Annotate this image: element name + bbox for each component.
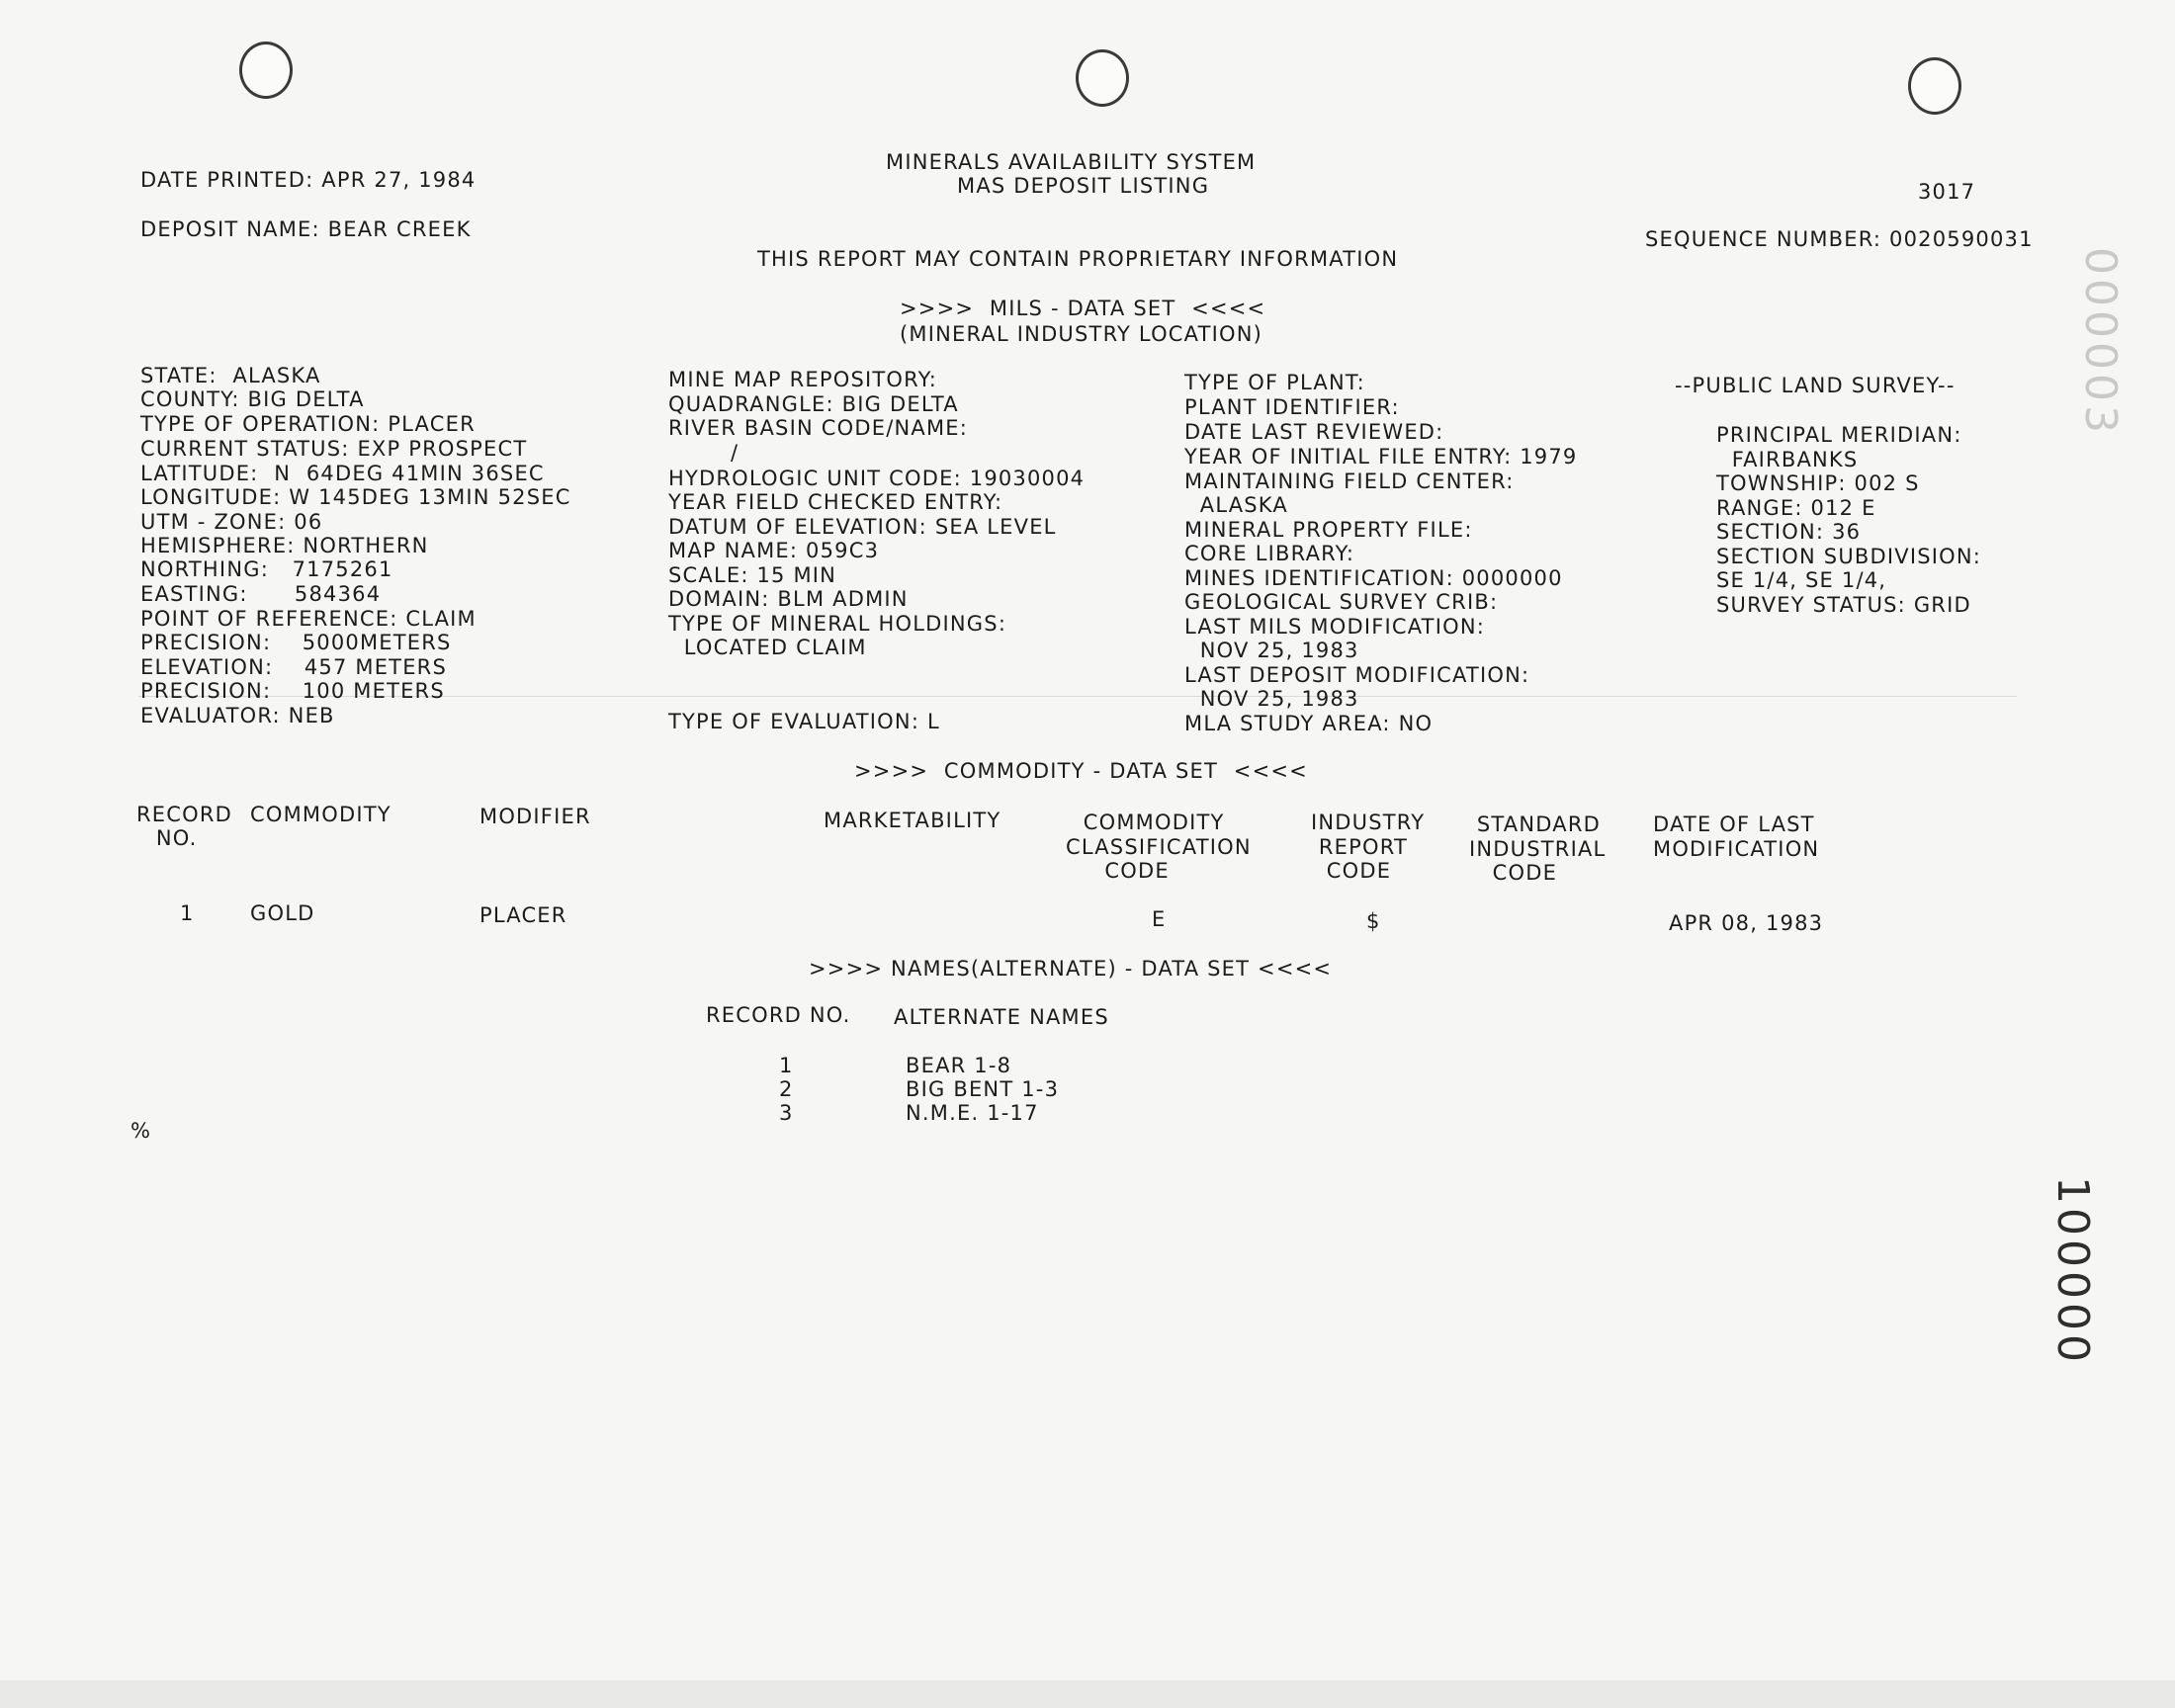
cell-classification: E [1152,907,1167,931]
land-survey-title: --PUBLIC LAND SURVEY-- [1675,374,1956,397]
field-precision-location: PRECISION: 5000METERS [140,631,452,654]
name-record-no: 3 [779,1101,794,1125]
field-field-center-value: ALASKA [1184,493,1288,517]
field-type-of-mineral-holdings: TYPE OF MINERAL HOLDINGS: [668,612,1007,636]
field-precision-elevation: PRECISION: 100 METERS [140,679,445,703]
field-latitude: LATITUDE: N 64DEG 41MIN 36SEC [140,462,545,485]
alternate-name: N.M.E. 1-17 [906,1101,1039,1125]
field-last-mils-modification-date: NOV 25, 1983 [1184,639,1359,662]
cell-commodity: GOLD [250,901,315,925]
mils-title: >>>> MILS - DATA SET <<<< [900,297,1266,320]
field-map-name: MAP NAME: 059C3 [668,539,880,562]
sequence-number: SEQUENCE NUMBER: 0020590031 [1645,227,2034,251]
name-record-no: 2 [779,1077,794,1101]
header-industry-3: CODE [1311,859,1392,883]
header-sic-2: INDUSTRIAL [1469,837,1607,861]
field-year-field-checked: YEAR FIELD CHECKED ENTRY: [668,490,1003,514]
header-alternate-names: ALTERNATE NAMES [894,1005,1109,1029]
field-hydrologic-unit-code: HYDROLOGIC UNIT CODE: 19030004 [668,467,1086,490]
field-mineral-holdings-value: LOCATED CLAIM [668,636,867,659]
side-stamp-upper: 000003 [2075,247,2126,437]
field-river-basin-value: / [668,441,740,465]
page-number: 3017 [1918,180,1976,204]
header-modifier: MODIFIER [479,805,591,828]
field-last-deposit-modification: LAST DEPOSIT MODIFICATION: [1184,663,1530,687]
mils-subtitle: (MINERAL INDUSTRY LOCATION) [900,322,1263,346]
field-last-deposit-modification-date: NOV 25, 1983 [1184,687,1359,711]
cell-industry: $ [1366,909,1381,933]
field-current-status: CURRENT STATUS: EXP PROSPECT [140,437,528,461]
binder-hole-right [1908,57,1961,115]
field-section-subdivision-value: SE 1/4, SE 1/4, [1716,568,1887,592]
field-last-mils-modification: LAST MILS MODIFICATION: [1184,615,1486,639]
header-industry-1: INDUSTRY [1311,811,1426,834]
field-mine-map-repository: MINE MAP REPOSITORY: [668,368,938,391]
header-classification-2: CLASSIFICATION [1066,835,1252,859]
scan-border [0,1680,2175,1708]
field-geological-survey-crib: GEOLOGICAL SURVEY CRIB: [1184,590,1499,614]
header-sic-1: STANDARD [1469,812,1602,836]
field-range: RANGE: 012 E [1716,496,1876,520]
field-type-of-plant: TYPE OF PLANT: [1184,371,1365,394]
binder-hole-left [239,42,293,99]
header-date-mod-2: MODIFICATION [1653,837,1820,861]
binder-hole-center [1076,49,1129,107]
footer-mark: % [130,1119,152,1143]
field-type-of-operation: TYPE OF OPERATION: PLACER [140,412,476,436]
field-point-of-reference: POINT OF REFERENCE: CLAIM [140,607,477,631]
header-names-record-no: RECORD NO. [706,1003,851,1027]
field-survey-status: SURVEY STATUS: GRID [1716,593,1971,617]
field-maintaining-field-center: MAINTAINING FIELD CENTER: [1184,470,1515,493]
field-date-last-reviewed: DATE LAST REVIEWED: [1184,420,1444,444]
system-title: MINERALS AVAILABILITY SYSTEM [886,150,1257,174]
field-evaluator: EVALUATOR: NEB [140,704,335,727]
date-printed: DATE PRINTED: APR 27, 1984 [140,168,477,192]
header-commodity: COMMODITY [250,803,392,826]
field-meridian-value: FAIRBANKS [1716,448,1859,471]
field-township: TOWNSHIP: 002 S [1716,471,1920,495]
header-date-mod-1: DATE OF LAST [1653,812,1815,836]
field-longitude: LONGITUDE: W 145DEG 13MIN 52SEC [140,485,571,509]
field-elevation: ELEVATION: 457 METERS [140,655,447,679]
listing-title: MAS DEPOSIT LISTING [957,174,1210,198]
field-principal-meridian: PRINCIPAL MERIDIAN: [1716,423,1962,447]
header-record-no-2: NO. [148,826,198,850]
field-northing: NORTHING: 7175261 [140,557,393,581]
field-state: STATE: ALASKA [140,364,321,387]
field-core-library: CORE LIBRARY: [1184,542,1355,565]
field-mines-identification: MINES IDENTIFICATION: 0000000 [1184,566,1563,590]
field-mla-study-area: MLA STUDY AREA: NO [1184,712,1434,735]
alternate-name: BEAR 1-8 [906,1054,1012,1077]
header-classification-3: CODE [1066,859,1170,883]
field-hemisphere: HEMISPHERE: NORTHERN [140,534,429,557]
cell-modifier: PLACER [479,903,567,927]
field-river-basin: RIVER BASIN CODE/NAME: [668,416,969,440]
field-utm-zone: UTM - ZONE: 06 [140,510,323,534]
field-domain: DOMAIN: BLM ADMIN [668,587,909,611]
field-easting: EASTING: 584364 [140,582,382,606]
header-classification-1: COMMODITY [1068,811,1225,834]
field-scale: SCALE: 15 MIN [668,563,837,587]
header-industry-2: REPORT [1311,835,1409,859]
field-plant-identifier: PLANT IDENTIFIER: [1184,395,1400,419]
cell-record-no: 1 [180,901,195,925]
header-sic-3: CODE [1469,861,1558,885]
field-section-subdivision: SECTION SUBDIVISION: [1716,545,1982,568]
field-mineral-property-file: MINERAL PROPERTY FILE: [1184,518,1473,542]
commodity-title: >>>> COMMODITY - DATA SET <<<< [854,759,1308,783]
field-section: SECTION: 36 [1716,520,1862,544]
header-record-no: RECORD [136,803,233,826]
alternate-name: BIG BENT 1-3 [906,1077,1060,1101]
side-stamp-lower: 100000 [2047,1176,2098,1366]
cell-date-mod: APR 08, 1983 [1669,911,1824,935]
header-marketability: MARKETABILITY [824,809,1001,832]
field-type-of-evaluation: TYPE OF EVALUATION: L [668,710,940,733]
names-title: >>>> NAMES(ALTERNATE) - DATA SET <<<< [809,957,1333,981]
deposit-name: DEPOSIT NAME: BEAR CREEK [140,217,472,241]
field-quadrangle: QUADRANGLE: BIG DELTA [668,392,959,416]
proprietary-notice: THIS REPORT MAY CONTAIN PROPRIETARY INFORMATION [757,247,1399,271]
field-datum-of-elevation: DATUM OF ELEVATION: SEA LEVEL [668,515,1057,539]
field-year-initial-file-entry: YEAR OF INITIAL FILE ENTRY: 1979 [1184,445,1578,469]
field-county: COUNTY: BIG DELTA [140,387,365,411]
name-record-no: 1 [779,1054,794,1077]
